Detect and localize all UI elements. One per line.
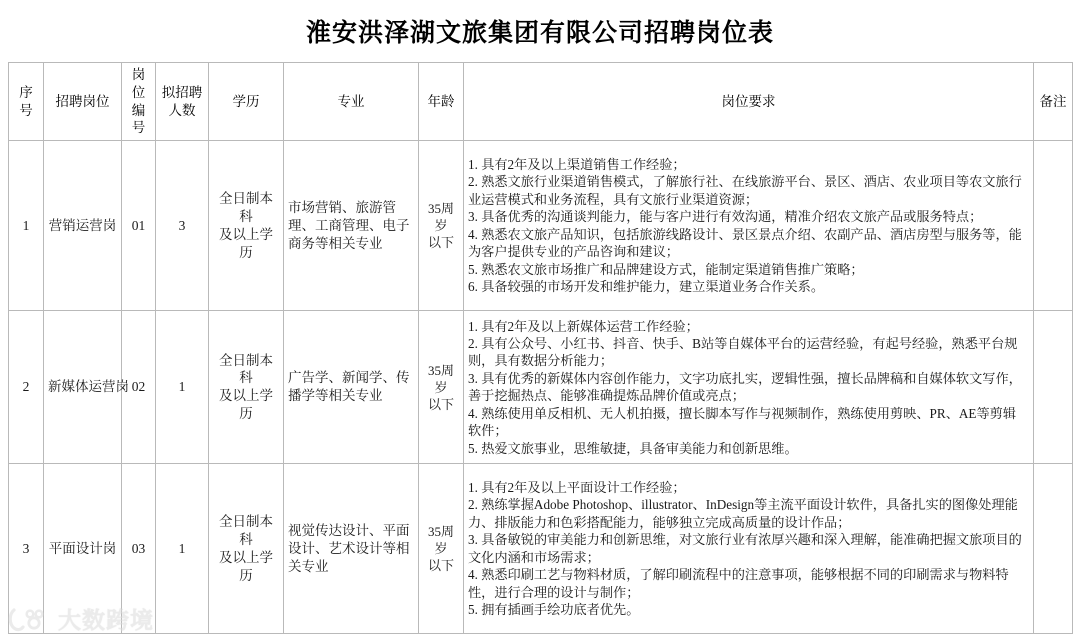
requirement-line: 1. 具有2年及以上渠道销售工作经验；: [468, 157, 686, 173]
age-line1: 35周岁: [427, 524, 454, 557]
watermark-text: 大数跨境: [58, 607, 154, 633]
header-major: 专业: [284, 63, 419, 141]
cell-code: 01: [122, 141, 156, 311]
header-index: 序号: [9, 63, 44, 141]
cell-education: [209, 141, 284, 311]
header-headcount-line2: 人数: [168, 102, 196, 118]
cell-education: [209, 311, 284, 464]
requirement-line: 4. 熟悉印刷工艺与物料材质，了解印刷流程中的注意事项，能够根据不同的印刷需求与物料特性，进行合理的设计与制作；: [468, 567, 1009, 600]
education-line2: 及以上学历: [219, 226, 273, 260]
requirement-line: 6. 具备较强的市场开发和维护能力，建立渠道业务合作关系。: [468, 279, 825, 295]
table-container: [0, 62, 1080, 634]
header-code-line2: 编号: [131, 102, 146, 136]
cell-requirements: [464, 311, 1034, 464]
cell-index: 1: [9, 141, 44, 311]
requirement-line: 2. 熟练掌握Adobe Photoshop、illustrator、InDesign等主流平面设计软件，具备扎实的图像处理能力、排版能力和色彩搭配能力，能够独立完成高质量的设计作品；: [468, 497, 1018, 530]
page-title: 淮安洪泽湖文旅集团有限公司招聘岗位表: [305, 20, 774, 47]
cell-headcount: 1: [156, 464, 209, 634]
header-requirements: 岗位要求: [464, 63, 1034, 141]
cell-major: 广告学、新闻学、传播学等相关专业: [284, 311, 419, 464]
header-headcount-line1: 拟招聘: [161, 84, 203, 100]
requirement-line: 5. 熟悉农文旅市场推广和品牌建设方式，能制定渠道销售推广策略；: [468, 261, 864, 277]
cell-remark: [1034, 141, 1073, 311]
age-line1: 35周岁: [427, 362, 454, 395]
table-header: [9, 63, 1073, 141]
education-line1: 全日制本科: [219, 191, 273, 224]
header-age: 年龄: [419, 63, 464, 141]
requirement-line: 2. 熟悉文旅行业渠道销售模式，了解旅行社、在线旅游平台、景区、酒店、农业项目等农文旅行业运营模式和业务流程，具有文旅行业渠道资源；: [468, 174, 1022, 207]
header-row: [9, 63, 1073, 141]
cell-remark: [1034, 311, 1073, 464]
cell-code: 03: [122, 464, 156, 634]
cell-age: [419, 464, 464, 634]
requirement-line: 3. 具备敏锐的审美能力和创新思维，对文旅行业有浓厚兴趣和深入理解，能准确把握文旅项目的文化内涵和市场需求；: [468, 532, 1022, 565]
recruitment-table: [8, 62, 1073, 634]
requirement-line: 5. 热爱文旅事业，思维敏捷，具备审美能力和创新思维。: [468, 440, 798, 456]
cell-headcount: 1: [156, 311, 209, 464]
requirement-line: 5. 拥有插画手绘功底者优先。: [468, 602, 640, 618]
cell-requirements: [464, 141, 1034, 311]
requirement-line: 3. 具备优秀的沟通谈判能力，能与客户进行有效沟通，精准介绍农文旅产品或服务特点；: [468, 209, 983, 225]
cell-remark: [1034, 464, 1073, 634]
requirement-line: 1. 具有2年及以上平面设计工作经验；: [468, 480, 686, 496]
cell-major: 市场营销、旅游管理、工商管理、电子商务等相关专业: [284, 141, 419, 311]
education-line1: 全日制本科: [219, 352, 273, 386]
education-line2: 及以上学历: [219, 549, 273, 583]
requirement-line: 2. 具有公众号、小红书、抖音、快手、B站等自媒体平台的运营经验，有起号经验，熟悉平台规则，具有数据分析能力；: [468, 335, 1018, 369]
requirement-line: 1. 具有2年及以上新媒体运营工作经验；: [468, 318, 699, 334]
cell-age: [419, 311, 464, 464]
header-code: [122, 63, 156, 141]
cell-code: 02: [122, 311, 156, 464]
age-line2: 以下: [427, 558, 454, 574]
table-row: [9, 464, 1073, 634]
cell-position: 平面设计岗: [44, 464, 122, 634]
table-body: [9, 141, 1073, 634]
requirement-line: 4. 熟练使用单反相机、无人机拍摄，擅长脚本写作与视频制作，熟练使用剪映、PR、AE等剪辑软件；: [468, 405, 1017, 439]
header-education: 学历: [209, 63, 284, 141]
requirement-line: 3. 具有优秀的新媒体内容创作能力，文字功底扎实，逻辑性强，擅长品牌稿和自媒体软文写作，善于挖掘热点、能够准确提炼品牌价值或亮点；: [468, 370, 1022, 404]
age-line2: 以下: [427, 235, 454, 251]
header-remark: 备注: [1034, 63, 1073, 141]
cell-index: 3: [9, 464, 44, 634]
header-position: 招聘岗位: [44, 63, 122, 141]
header-code-line1: 岗位: [131, 67, 146, 100]
age-line2: 以下: [427, 396, 454, 412]
requirement-line: 4. 熟悉农文旅产品知识，包括旅游线路设计、景区景点介绍、农副产品、酒店房型与服务等，能为客户提供专业的产品咨询和建议；: [468, 226, 1022, 260]
table-row: [9, 141, 1073, 311]
education-line2: 及以上学历: [219, 388, 273, 422]
cell-position: 新媒体运营岗: [44, 311, 122, 464]
cell-education: [209, 464, 284, 634]
title-bar: [0, 0, 1080, 62]
header-headcount: [156, 63, 209, 141]
age-line1: 35周岁: [427, 201, 454, 234]
cell-age: [419, 141, 464, 311]
cell-headcount: 3: [156, 141, 209, 311]
table-row: [9, 311, 1073, 464]
cell-index: 2: [9, 311, 44, 464]
cell-requirements: [464, 464, 1034, 634]
cell-major: 视觉传达设计、平面设计、艺术设计等相关专业: [284, 464, 419, 634]
cell-position: 营销运营岗: [44, 141, 122, 311]
education-line1: 全日制本科: [219, 514, 273, 547]
